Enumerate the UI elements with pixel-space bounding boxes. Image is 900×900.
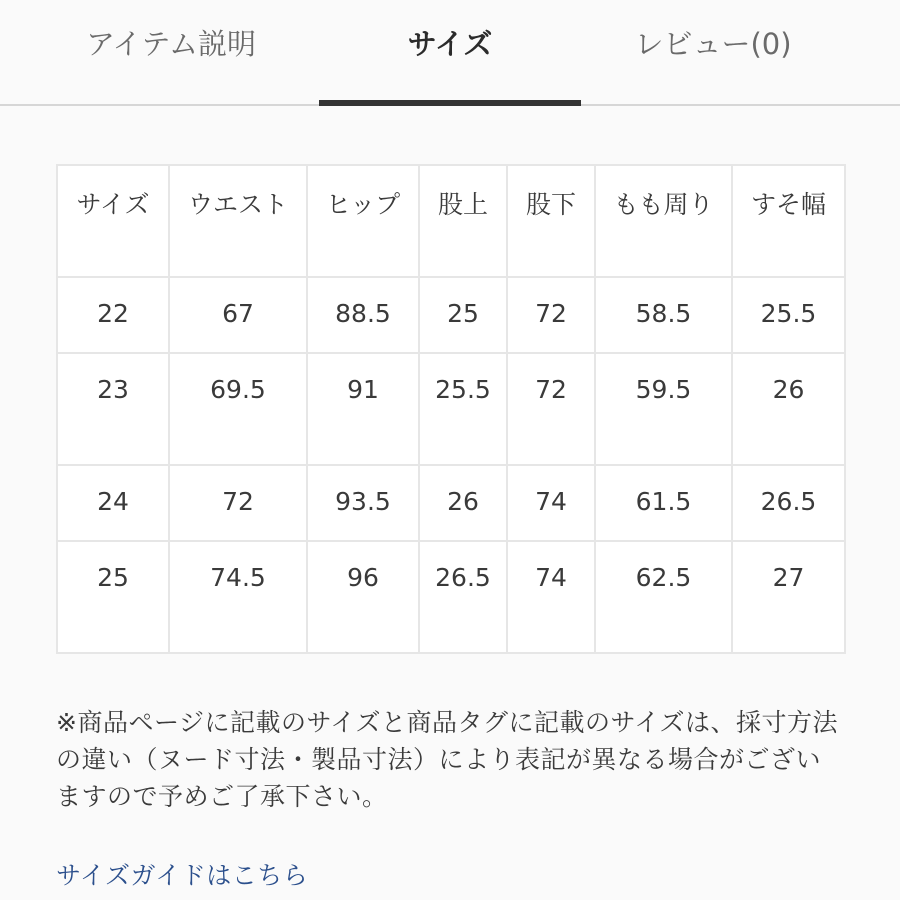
table-cell: 25 [57, 541, 169, 653]
table-cell: 23 [57, 353, 169, 465]
header-hip: ヒップ [307, 165, 419, 277]
header-hem-width: すそ幅 [732, 165, 845, 277]
table-cell: 61.5 [595, 465, 732, 541]
size-table [56, 164, 846, 654]
tab-reviews[interactable]: レビュー(0) [634, 26, 792, 61]
table-cell: 69.5 [169, 353, 307, 465]
table-cell: 72 [169, 465, 307, 541]
tab-item-description[interactable]: アイテム説明 [86, 26, 256, 61]
size-guide-link[interactable]: サイズガイドはこちら [56, 861, 309, 890]
table-row [57, 541, 845, 653]
table-cell: 59.5 [595, 353, 732, 465]
table-cell: 91 [307, 353, 419, 465]
table-header-row [57, 165, 845, 277]
tab-bar [0, 0, 900, 106]
table-row [57, 465, 845, 541]
table-cell: 93.5 [307, 465, 419, 541]
table-cell: 27 [732, 541, 845, 653]
table-cell: 25.5 [419, 353, 507, 465]
table-cell: 62.5 [595, 541, 732, 653]
table-cell: 26 [419, 465, 507, 541]
header-waist: ウエスト [169, 165, 307, 277]
table-cell: 26.5 [732, 465, 845, 541]
table-cell: 88.5 [307, 277, 419, 353]
table-cell: 25.5 [732, 277, 845, 353]
tab-size[interactable]: サイズ [407, 26, 493, 61]
table-row [57, 353, 845, 465]
table-cell: 72 [507, 353, 595, 465]
header-rise: 股上 [419, 165, 507, 277]
header-inseam: 股下 [507, 165, 595, 277]
size-disclaimer-note: ※商品ページに記載のサイズと商品タグに記載のサイズは、採寸方法の違い（ヌード寸法・製品寸法）により表記が異なる場合がございますので予めご了承下さい。 [56, 708, 838, 811]
table-row [57, 277, 845, 353]
table-cell: 26 [732, 353, 845, 465]
table-cell: 74.5 [169, 541, 307, 653]
table-cell: 72 [507, 277, 595, 353]
header-size: サイズ [57, 165, 169, 277]
table-cell: 96 [307, 541, 419, 653]
table-cell: 24 [57, 465, 169, 541]
header-thigh: もも周り [595, 165, 732, 277]
table-cell: 22 [57, 277, 169, 353]
table-cell: 26.5 [419, 541, 507, 653]
table-cell: 67 [169, 277, 307, 353]
table-cell: 74 [507, 465, 595, 541]
active-tab-indicator [319, 100, 581, 106]
table-cell: 74 [507, 541, 595, 653]
table-cell: 25 [419, 277, 507, 353]
table-cell: 58.5 [595, 277, 732, 353]
